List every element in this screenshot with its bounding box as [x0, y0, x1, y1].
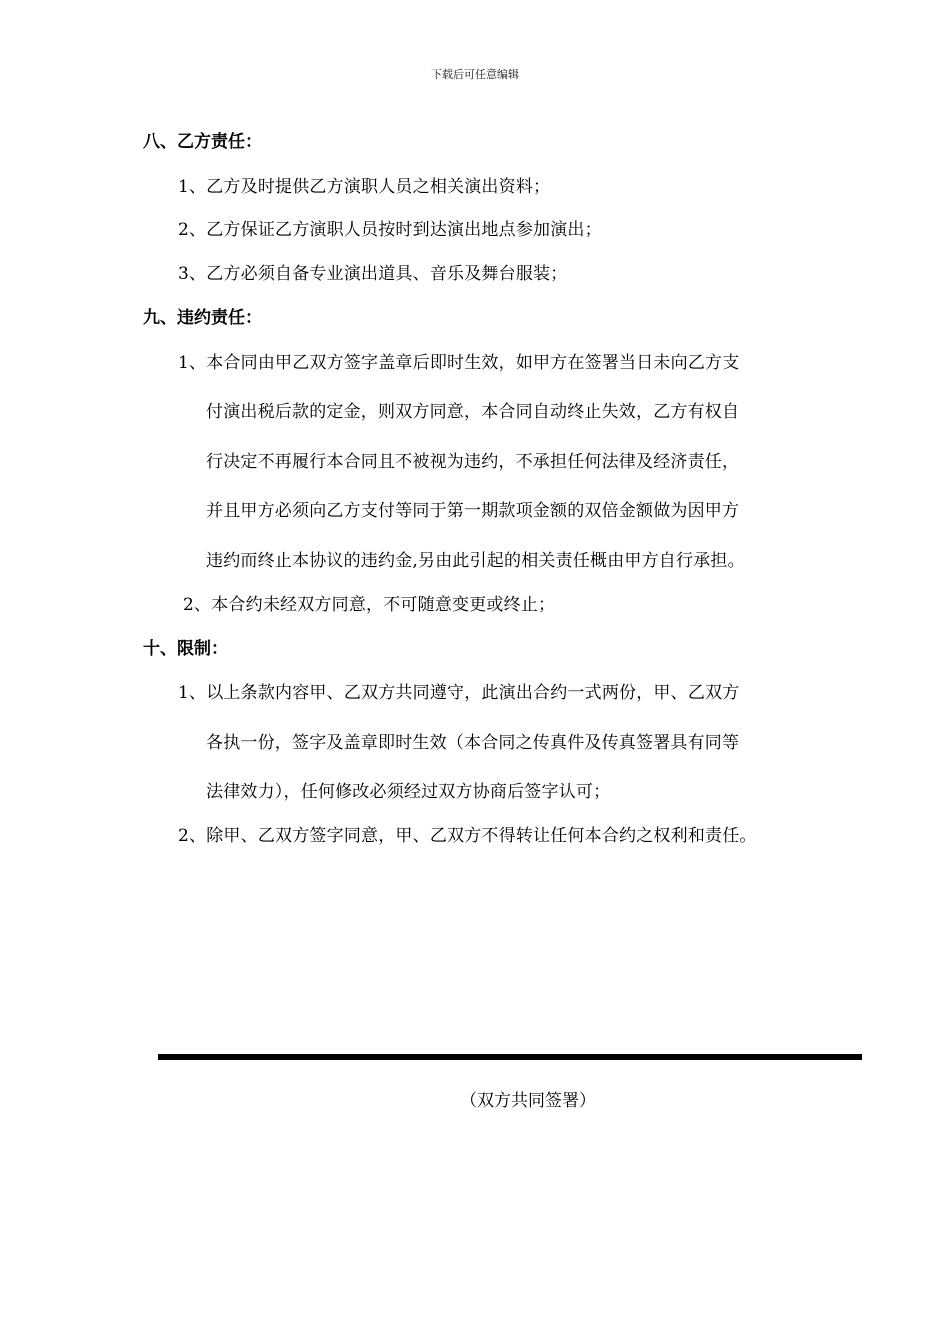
section-9-item-1-line-4: 并且甲方必须向乙方支付等同于第一期款项金额的双倍金额做为因甲方 — [206, 501, 740, 521]
section-9-item-1-line-5: 违约而终止本协议的违约金,另由此引起的相关责任概由甲方自行承担。 — [206, 551, 745, 571]
section-8-item-1: 1、乙方及时提供乙方演职人员之相关演出资料； — [178, 177, 551, 197]
section-10-item-1-line-1: 1、以上条款内容甲、乙双方共同遵守，此演出合约一式两份，甲、乙双方 — [178, 683, 740, 703]
section-8-item-2: 2、乙方保证乙方演职人员按时到达演出地点参加演出； — [178, 220, 602, 240]
section-9-title: 九、违约责任： — [143, 308, 262, 328]
section-9-item-2: 2、本合约未经双方同意，不可随意变更或终止； — [183, 595, 556, 615]
section-9-item-1-line-3: 行决定不再履行本合同且不被视为违约，不承担任何法律及经济责任， — [206, 452, 740, 472]
signature-note: （双方共同签署） — [460, 1091, 596, 1111]
section-9-item-1-line-2: 付演出税后款的定金，则双方同意，本合同自动终止失效，乙方有权自 — [206, 402, 740, 422]
section-9-item-1-line-1: 1、本合同由甲乙双方签字盖章后即时生效，如甲方在签署当日未向乙方支 — [178, 353, 740, 373]
signature-rule — [158, 1054, 862, 1060]
section-10-title: 十、限制： — [143, 639, 228, 659]
section-10-item-1-line-2: 各执一份，签字及盖章即时生效（本合同之传真件及传真签署具有同等 — [206, 733, 740, 753]
section-10-item-2: 2、除甲、乙双方签字同意，甲、乙双方不得转让任何本合约之权利和责任。 — [178, 826, 757, 846]
section-10-item-1-line-3: 法律效力），任何修改必须经过双方协商后签字认可； — [206, 782, 611, 802]
header-note: 下载后可任意编辑 — [431, 68, 519, 81]
section-8-title: 八、乙方责任： — [143, 132, 262, 152]
section-8-item-3: 3、乙方必须自备专业演出道具、音乐及舞台服装； — [178, 264, 568, 284]
